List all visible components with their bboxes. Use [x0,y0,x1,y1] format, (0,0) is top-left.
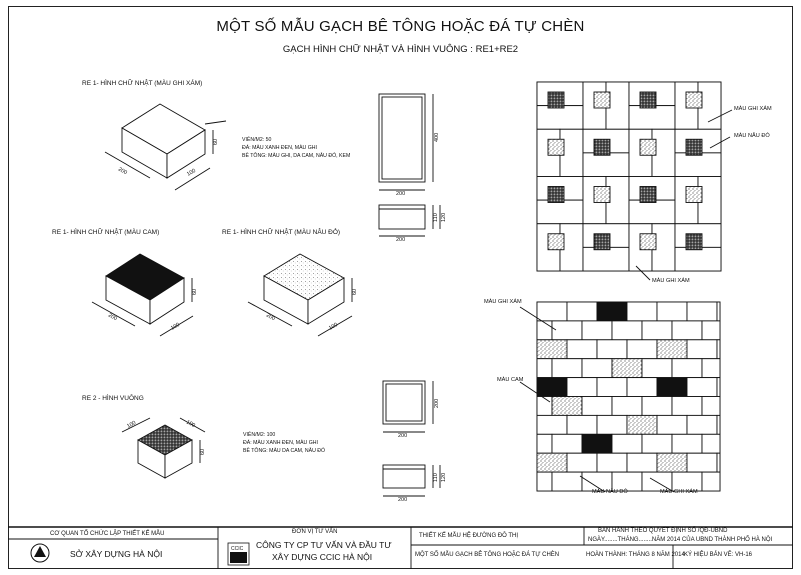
paver-brick [537,200,583,224]
re1-orange-label: RE 1- HÌNH CHỮ NHẬT (MÀU CAM) [52,229,160,236]
accent-paver [594,139,610,155]
accent-paver [686,187,702,203]
paver-brick [687,415,717,434]
consult-name-1: CÔNG TY CP TƯ VẤN VÀ ĐẦU TƯ [256,540,392,550]
accent-paver [548,234,564,250]
paver-brick [657,302,687,321]
accent-paver [640,139,656,155]
dim-text: 200 [396,237,406,243]
dim-text: 200 [434,398,440,408]
issued-line-1: BAN HÀNH THEO QUYẾT ĐỊNH SỐ /QĐ-UBND [598,528,728,534]
logo-text: CCIC [231,546,244,552]
paver-brick [629,200,675,224]
paver-brick [612,397,642,416]
spec-line: ĐÁ: MÀU XANH ĐEN, MÀU GHI [242,145,317,151]
rect-side-view [379,205,440,236]
dim-text: 100 [186,167,197,178]
paver-brick [627,302,657,321]
label-running-brown: MÀU NÂU ĐỎ [592,489,628,495]
paver-brick [537,321,552,340]
hanoi-logo [31,544,49,562]
paver-brick [687,302,717,321]
paver-brick [582,397,612,416]
dim-text: 200 [117,166,128,177]
paver-brick [583,247,629,271]
drawing-subtitle: GẠCH HÌNH CHỮ NHẬT VÀ HÌNH VUÔNG : RE1+RE2 [282,44,519,55]
paver-brick [612,434,642,453]
paver-brick [537,340,567,359]
paver-brick [717,378,720,397]
dim-text: 100 [328,321,339,332]
paver-brick [567,415,597,434]
paver-brick [717,302,720,321]
paver-brick [627,453,657,472]
paver-brick [717,415,720,434]
paver-brick [567,453,597,472]
label-running-gray-bottom: MÀU GHI XÁM [660,489,698,495]
paver-brick [627,378,657,397]
paver-brick [537,397,552,416]
issued-line-2: NGÀY........THÁNG........NĂM 2014 CỦA UBND THÀNH PHỐ HÀ NỘI [588,537,773,543]
spec-line: VIÊN/M2: 50 [242,137,272,143]
paver-brick [552,397,582,416]
spec-line: VIÊN/M2: 100 [243,432,276,438]
paver-brick [537,378,567,397]
dim-text: 110 [433,213,439,222]
square-plan-view [383,381,433,432]
dim-text: 120 [441,212,447,222]
accent-paver [594,187,610,203]
paver-brick [657,340,687,359]
paver-brick [597,340,627,359]
dim-text: 60 [200,448,206,455]
paver-brick [597,302,627,321]
consult-name-2: XÂY DỰNG CCIC HÀ NỘI [272,552,373,562]
accent-paver [686,139,702,155]
accent-paver [640,187,656,203]
paver-brick [657,378,687,397]
org-name: SỞ XÂY DỰNG HÀ NỘI [70,549,163,559]
paver-brick [687,453,717,472]
paver-brick [567,302,597,321]
paver-brick [582,434,612,453]
dim-text: 120 [441,472,447,482]
paver-brick [675,153,721,177]
paver-brick [582,321,612,340]
dim-text: 60 [352,288,358,295]
running-bond-pattern [537,302,720,491]
paver-brick [672,321,702,340]
paver-brick [687,340,717,359]
design-title: THIẾT KẾ MẪU HỆ ĐƯỜNG ĐÔ THỊ [419,533,519,539]
paver-brick [537,434,552,453]
completed-date: HOÀN THÀNH: THÁNG 8 NĂM 2014 [586,552,685,558]
rect-plan-view [379,94,433,190]
paver-brick [537,453,567,472]
dim-text: 200 [396,191,406,197]
dim-text: 110 [433,473,439,482]
square-side-view [383,465,440,496]
dim-text: 200 [265,312,276,323]
paver-brick [717,340,720,359]
dim-text: 200 [107,312,118,323]
spec-line: BÊ TÔNG: MÀU GHI, DA CAM, NÂU ĐỎ, KEM [242,153,351,159]
dim-text: 100 [170,321,181,332]
accent-paver [640,234,656,250]
paver-brick [717,453,720,472]
dim-text: 60 [192,288,198,295]
paver-brick [672,434,702,453]
dim-text: 400 [434,132,440,142]
re1-brown-label: RE 1- HÌNH CHỮ NHẬT (MÀU NÂU ĐỎ) [222,229,341,236]
dim-text: 100 [185,419,196,430]
paver-brick [702,472,720,491]
paver-brick [702,397,720,416]
paver-brick [642,321,672,340]
spec-line: ĐÁ: MÀU XANH ĐEN, MÀU GHI [243,440,318,446]
dim-text: 60 [213,138,219,145]
accent-paver [548,139,564,155]
drawing-title: MỘT SỐ MẪU GẠCH BÊ TÔNG HOẶC ĐÁ TỰ CHÈN [216,18,585,35]
paver-brick [552,359,582,378]
paver-brick [627,415,657,434]
accent-paver [640,92,656,108]
org-label: CƠ QUAN TỔ CHỨC LẬP THIẾT KẾ MẪU [50,531,165,537]
paver-brick [537,302,567,321]
basket-weave-pattern [537,82,721,271]
paver-brick [567,378,597,397]
label-basket-gray-bottom: MÀU GHI XÁM [652,278,690,284]
accent-paver [686,92,702,108]
paver-brick [657,453,687,472]
paver-brick [642,397,672,416]
paver-brick [552,434,582,453]
paver-brick [675,247,721,271]
sheet-name: MỘT SỐ MẪU GẠCH BÊ TÔNG HOẶC ĐÁ TỰ CHÈN [415,552,560,558]
spec-line: BÊ TÔNG: MÀU DA CAM, NÂU ĐỎ [243,448,326,454]
label-basket-brown: MÀU NÂU ĐỎ [734,133,770,139]
paver-brick [552,321,582,340]
paver-brick [537,359,552,378]
paver-brick [687,378,717,397]
re1-gray-label: RE 1- HÌNH CHỮ NHẬT (MÀU GHI XÁM) [82,80,203,87]
paver-brick [537,415,567,434]
paver-brick [537,472,552,491]
paver-brick [702,359,720,378]
paver-brick [597,453,627,472]
paver-brick [583,153,629,177]
accent-paver [594,92,610,108]
paver-brick [642,359,672,378]
paver-brick [612,321,642,340]
paver-brick [672,397,702,416]
paver-brick [597,378,627,397]
paver-brick [597,415,627,434]
paver-brick [627,340,657,359]
re1-gray-brick [105,104,226,190]
dim-text: 200 [398,433,408,439]
paver-brick [552,472,582,491]
accent-paver [548,187,564,203]
paver-brick [537,106,583,130]
label-running-gray: MÀU GHI XÁM [484,299,522,305]
re2-square-label: RE 2 - HÌNH VUÔNG [82,395,144,402]
paver-brick [629,106,675,130]
consult-label: ĐƠN VỊ TƯ VẤN [292,529,338,535]
paver-brick [612,359,642,378]
paver-brick [642,434,672,453]
accent-paver [548,92,564,108]
ccic-logo [228,543,249,565]
accent-paver [686,234,702,250]
paver-brick [702,434,720,453]
dim-text: 100 [126,420,138,430]
paver-brick [657,415,687,434]
label-running-orange: MÀU CAM [497,377,524,383]
accent-paver [594,234,610,250]
paver-brick [582,359,612,378]
paver-brick [672,359,702,378]
paver-brick [702,321,720,340]
label-basket-gray: MÀU GHI XÁM [734,106,772,112]
drawing-code: KÝ HIỆU BẢN VẼ: VH-16 [684,552,753,558]
paver-brick [567,340,597,359]
dim-text: 200 [398,497,408,503]
